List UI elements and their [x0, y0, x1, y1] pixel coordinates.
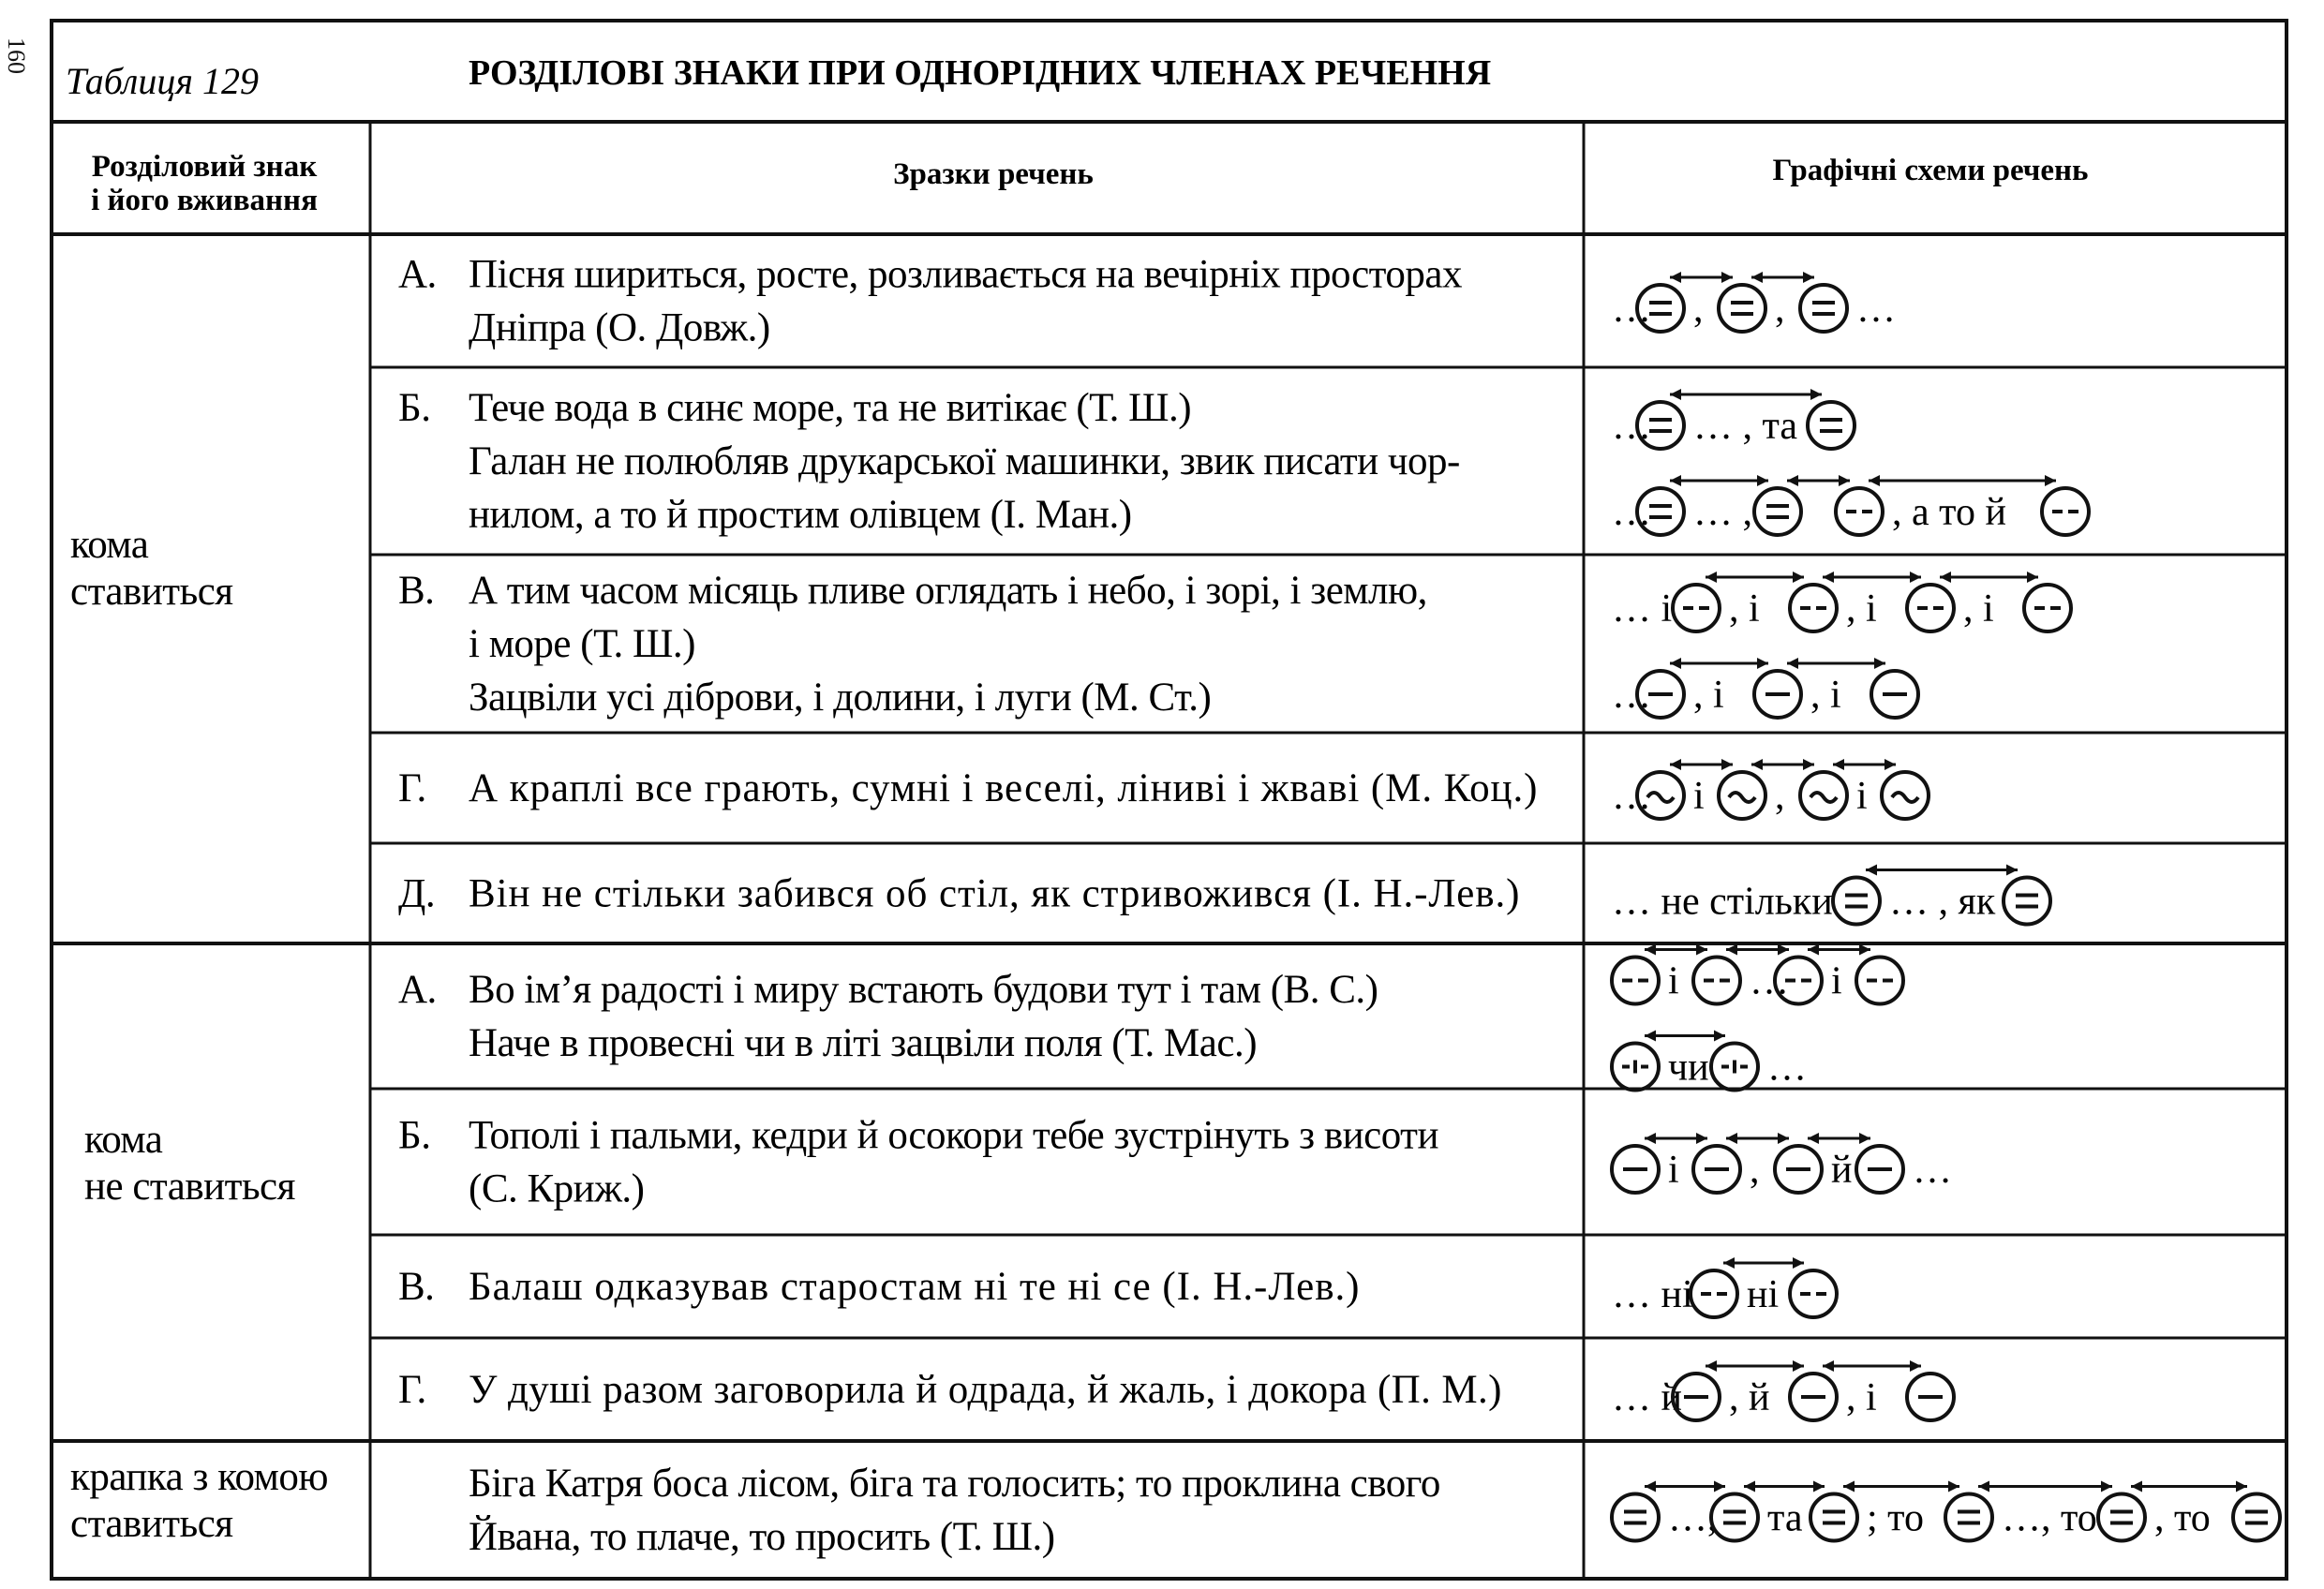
- page-number: 160: [3, 37, 30, 74]
- member-circle-eq: [1719, 285, 1765, 332]
- example-line: Йвана, то плаче, то просить (Т. Ш.): [469, 1515, 1055, 1559]
- member-circle-line: [1775, 1146, 1822, 1193]
- header-usage-line1: Розділовий знак: [91, 150, 318, 184]
- link-arrow: [1706, 572, 1804, 583]
- schema-text: чи: [1668, 1046, 1709, 1090]
- schema-text: … ,: [1693, 491, 1752, 534]
- schema-line: [1612, 1481, 2280, 1541]
- link-arrow: [1787, 658, 1885, 669]
- example-line: Наче в провесні чи в літі зацвіли поля (Т. Мас.): [469, 1021, 1258, 1065]
- schema-text: … , та: [1693, 405, 1798, 448]
- link-arrow: [1866, 865, 2018, 876]
- link-arrow: [1670, 475, 1768, 486]
- schema-text: …: [1612, 288, 1651, 331]
- member-circle-eq: [1833, 878, 1880, 925]
- member-circle-line: [1907, 1374, 1954, 1420]
- member-circle-line: [1856, 1146, 1903, 1193]
- schema-line: [1612, 389, 1855, 449]
- member-circle-eq: [1711, 1494, 1758, 1541]
- link-arrow: [1940, 572, 2038, 583]
- row-letter: В.: [398, 1265, 435, 1309]
- schema-text: і: [1856, 775, 1868, 818]
- schema-text: , то: [2154, 1496, 2211, 1540]
- member-circle-line: [1871, 671, 1918, 718]
- member-circle-dashdot: [1612, 1044, 1659, 1091]
- link-arrow: [1723, 1257, 1804, 1269]
- member-circle-line: [1790, 1374, 1837, 1420]
- group-label-line1: кома: [84, 1118, 163, 1162]
- member-circle-eq: [1800, 285, 1847, 332]
- row-letter: Д.: [398, 871, 436, 916]
- example-line: У душі разом заговорила й одрада, й жаль, і докора (П. М.): [469, 1368, 1501, 1412]
- row-letter: А.: [398, 968, 437, 1012]
- link-arrow: [1808, 944, 1870, 956]
- schema-text: … ні: [1612, 1273, 1693, 1316]
- link-arrow: [1726, 944, 1789, 956]
- link-arrow: [1978, 1481, 2112, 1492]
- schema-text: …: [1767, 1046, 1807, 1090]
- schema-line: [1612, 759, 1929, 819]
- schema-text: і: [1668, 959, 1679, 1003]
- member-circle-dash: [1612, 958, 1659, 1004]
- example-line: Він не стільки забився об стіл, як стривожився (І. Н.-Лев.): [469, 871, 1519, 916]
- group-label-line2: не ставиться: [84, 1165, 295, 1209]
- member-circle-eq: [1945, 1494, 1992, 1541]
- member-circle-dash: [1790, 1270, 1837, 1317]
- link-arrow: [1751, 272, 1814, 283]
- example-line: Тече вода в синє море, та не витікає (Т. Ш.): [469, 386, 1192, 430]
- schema-text: …: [1612, 674, 1651, 717]
- member-circle-eq: [1754, 488, 1801, 535]
- member-circle-eq: [1808, 402, 1855, 449]
- schema-text: і: [1693, 775, 1705, 818]
- member-circle-dash: [1691, 1270, 1737, 1317]
- schema-text: та: [1767, 1496, 1803, 1540]
- row-letter: Б.: [398, 1113, 431, 1158]
- row-letter: Б.: [398, 386, 431, 430]
- link-arrow: [1823, 572, 1921, 583]
- member-circle-eq: [1810, 1494, 1857, 1541]
- link-arrow: [1645, 1481, 1725, 1492]
- schema-text: й: [1831, 1149, 1853, 1192]
- schema-text: , і: [1846, 1376, 1877, 1419]
- header-schemes: Графічні схеми речень: [1772, 154, 2089, 187]
- schema-cells: [1612, 272, 2280, 1541]
- schema-text: … не стільки: [1612, 880, 1833, 924]
- member-circle-line: [1754, 671, 1801, 718]
- link-arrow: [2131, 1481, 2247, 1492]
- schema-line: [1612, 1031, 1807, 1091]
- example-line: А краплі все грають, сумні і веселі, ліниві і жваві (М. Коц.): [469, 766, 1537, 810]
- example-rows: [398, 253, 1537, 1560]
- schema-text: , і: [1810, 674, 1841, 717]
- table-title: РОЗДІЛОВІ ЗНАКИ ПРИ ОДНОРІДНИХ ЧЛЕНАХ РЕЧЕННЯ: [469, 53, 1492, 93]
- link-arrow: [1670, 658, 1768, 669]
- schema-text: …: [1913, 1149, 1952, 1192]
- schema-line: [1612, 1133, 1952, 1193]
- group-label-line1: крапка з комою: [70, 1455, 328, 1499]
- example-line: і море (Т. Ш.): [469, 622, 695, 666]
- member-circle-eq: [2004, 878, 2050, 925]
- row-letter: В.: [398, 569, 435, 613]
- link-arrow: [1726, 1133, 1789, 1144]
- example-line: Галан не полюбляв друкарської машинки, звик писати чор-: [469, 439, 1460, 483]
- table-label: Таблиця 129: [66, 60, 259, 102]
- member-circle-dash: [1836, 488, 1883, 535]
- schema-text: …: [1856, 288, 1896, 331]
- schema-text: ні: [1747, 1273, 1780, 1316]
- link-arrow: [1744, 1481, 1825, 1492]
- schema-line: [1612, 658, 1918, 718]
- member-circle-wave: [1719, 772, 1765, 819]
- example-line: (С. Криж.): [469, 1166, 645, 1211]
- row-letter: Г.: [398, 1368, 426, 1412]
- schema-line: [1612, 272, 1896, 332]
- schema-line: [1612, 865, 2050, 925]
- link-arrow: [1645, 944, 1707, 956]
- link-arrow: [1645, 1031, 1725, 1042]
- member-circle-dash: [1673, 585, 1720, 631]
- member-circle-dash: [1907, 585, 1954, 631]
- schema-text: ,: [1750, 1149, 1760, 1192]
- schema-text: …: [1612, 775, 1651, 818]
- row-letter: Г.: [398, 766, 426, 810]
- example-line: Дніпра (О. Довж.): [469, 305, 770, 350]
- schema-text: …, то: [2002, 1496, 2097, 1540]
- link-arrow: [1706, 1360, 1804, 1372]
- schema-text: і: [1668, 1149, 1679, 1192]
- header-usage-line2: і його вживання: [91, 184, 318, 217]
- member-circle-dash: [2024, 585, 2071, 631]
- schema-text: ,: [1693, 288, 1704, 331]
- schema-text: …: [1612, 491, 1651, 534]
- header-examples: Зразки речень: [893, 157, 1094, 191]
- schema-text: ; то: [1867, 1496, 1924, 1540]
- schema-text: … і: [1612, 587, 1673, 631]
- member-circle-dash: [1856, 958, 1903, 1004]
- schema-text: , і: [1963, 587, 1994, 631]
- member-circle-wave: [1800, 772, 1847, 819]
- group-label-line2: ставиться: [70, 570, 233, 614]
- link-arrow: [1670, 759, 1733, 770]
- schema-text: … , як: [1889, 880, 1996, 924]
- schema-line: [1612, 572, 2071, 631]
- example-line: Балаш одказував старостам ні те ні се (І. Н.-Лев.): [469, 1265, 1359, 1309]
- schema-line: [1612, 475, 2089, 535]
- link-arrow: [1823, 1360, 1921, 1372]
- link-arrow: [1645, 1133, 1707, 1144]
- schema-text: і: [1831, 959, 1842, 1003]
- row-letter: А.: [398, 252, 437, 297]
- link-arrow: [1670, 389, 1822, 400]
- link-arrow: [1787, 475, 1850, 486]
- schema-line: [1612, 1257, 1837, 1317]
- schema-text: … й: [1612, 1376, 1682, 1419]
- schema-text: , і: [1693, 674, 1724, 717]
- link-arrow: [1808, 1133, 1870, 1144]
- link-arrow: [1670, 272, 1733, 283]
- link-arrow: [1869, 475, 2056, 486]
- example-line: Во ім’я радості і миру встають будови тут і там (В. С.): [469, 968, 1378, 1012]
- member-circle-eq: [2098, 1494, 2145, 1541]
- example-line: нилом, а то й простим олівцем (І. Ман.): [469, 493, 1132, 537]
- example-line: Пісня шириться, росте, розливається на вечірніх просторах: [469, 252, 1462, 297]
- schema-text: …: [1750, 959, 1789, 1003]
- schema-text: , і: [1729, 587, 1760, 631]
- schema-text: , й: [1729, 1376, 1770, 1419]
- usage-groups: [70, 523, 328, 1546]
- member-circle-eq: [1612, 1494, 1659, 1541]
- schema-text: , а то й: [1892, 491, 2006, 534]
- example-line: Тополі і пальми, кедри й осокори тебе зустрінуть з висоти: [469, 1113, 1438, 1158]
- group-label-line1: кома: [70, 523, 149, 567]
- schema-text: ,: [1775, 288, 1785, 331]
- group-label-line2: ставиться: [70, 1502, 233, 1546]
- member-circle-dash: [1693, 958, 1740, 1004]
- link-arrow: [1833, 759, 1896, 770]
- example-line: Зацвіли усі діброви, і долини, і луги (М. Ст.): [469, 676, 1212, 720]
- schema-text: , і: [1846, 587, 1877, 631]
- schema-line: [1612, 944, 1903, 1004]
- example-line: А тим часом місяць пливе оглядать і небо, і зорі, і землю,: [469, 569, 1427, 613]
- member-circle-wave: [1882, 772, 1929, 819]
- member-circle-line: [1612, 1146, 1659, 1193]
- schema-text: …: [1612, 405, 1651, 448]
- member-circle-eq: [2233, 1494, 2280, 1541]
- schema-text: …,: [1668, 1496, 1718, 1540]
- link-arrow: [1751, 759, 1814, 770]
- link-arrow: [1843, 1481, 1959, 1492]
- example-line: Біга Катря боса лісом, біга та голосить; то проклина свого: [469, 1462, 1440, 1506]
- schema-line: [1612, 1360, 1954, 1420]
- schema-text: ,: [1775, 775, 1785, 818]
- member-circle-dashdot: [1711, 1044, 1758, 1091]
- member-circle-dash: [1790, 585, 1837, 631]
- member-circle-dash: [2042, 488, 2089, 535]
- member-circle-line: [1693, 1146, 1740, 1193]
